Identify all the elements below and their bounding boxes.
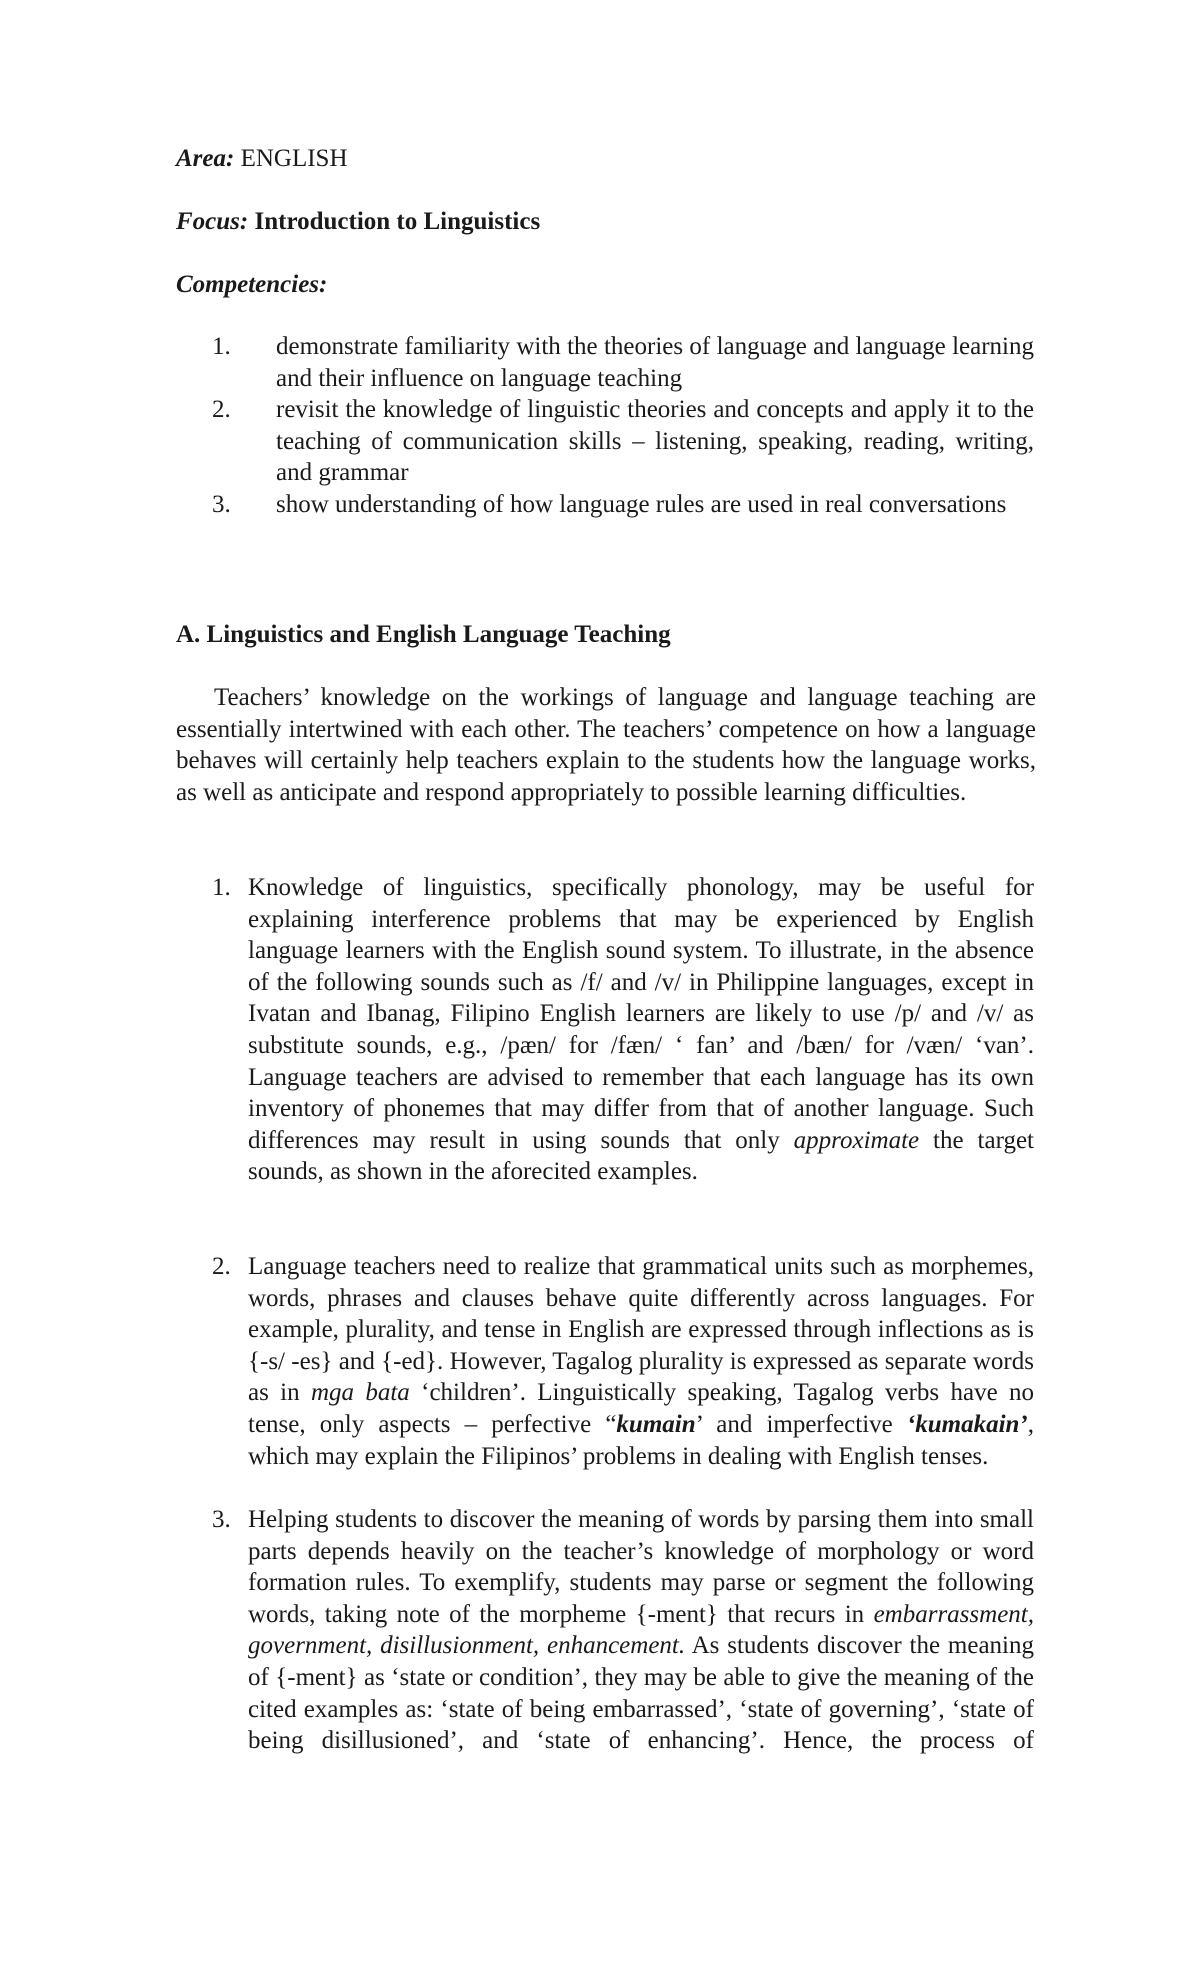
competency-number: 1. [212,333,231,360]
body-text-run: ‘children’. Linguistically speaking, Tagalog verbs have no tense, only aspects – perfective “ [248,1379,1034,1438]
emphasis-kumain: kumain [616,1410,696,1438]
section-heading: A. Linguistics and English Language Teaching [176,621,671,648]
competency-number: 2. [212,396,231,423]
area-line [176,143,1036,174]
focus-value: Introduction to Linguistics [254,208,541,235]
body-text-run: ’ and imperfective [695,1410,907,1438]
intro-paragraph: Teachers’ knowledge on the workings of language and language teaching are essentially intertwined with each other. The teachers’ competence on how a language behaves will certainly help teachers explain to the students how the language works, as well as anticipate and respond appropriately to possible learning difficulties. [176,684,1036,806]
body-item-number: 1. [212,874,231,901]
body-item-number: 2. [212,1253,231,1280]
focus-label: Focus: [176,208,249,235]
competency-text: revisit the knowledge of linguistic theories and concepts and apply it to the teaching of communication skills – listening, speaking, reading, writing, and grammar [276,396,1034,487]
body-text-run: Language teachers need to realize that grammatical units such as morphemes, words, phrases and clauses behave quite differently across languages. For example, plurality, and tense in English are expressed through inflections as is {-s/ -es} and {-ed}. However, Tagalog plurality is expressed as separate words as in [248,1253,1034,1407]
competency-number: 3. [212,491,231,518]
emphasis-mga-bata: mga bata [310,1379,410,1407]
area-value: ENGLISH [240,145,348,172]
competency-text: show understanding of how language rules are used in real conversations [276,491,1007,518]
focus-line [176,206,1036,237]
body-text-run: the target sounds, as shown in the aforecited examples. [248,1126,1034,1186]
body-text-run: Knowledge of linguistics, specifically phonology, may be useful for explaining interference problems that may be experienced by English language learners with the English sound system. To illustrate, in the absence of the following sounds such as /f/ and /v/ in Philippine languages, except in Ivatan and Ibanag, Filipino English learners are likely to use /p/ and /v/ as substitute sounds, e.g., /pæn/ for /fæn/ ‘ fan’ and /bæn/ for /væn/ ‘van’. Language teachers are advised to remember that each language has its own inventory of phonemes that may differ from that of another language. Such differences may result in using sounds that only [248,874,1034,1154]
body-item-text [248,872,1034,1188]
body-item-number: 3. [212,1506,231,1533]
body-text-run: As students discover the meaning of {-ment} as ‘state or condition’, they may be able to give the meaning of the cited examples as: ‘state of being embarrassed’, ‘state of governing’, ‘state of being disillusioned’, and ‘state of enhancing’. Hence, the process of [248,1632,1035,1755]
competencies-label: Competencies: [176,271,328,298]
body-item-text [248,1251,1034,1472]
emphasis-ment-examples: embarrassment, government, disillusionment, enhancement. [248,1600,1034,1660]
area-label: Area: [176,145,235,172]
competency-text: demonstrate familiarity with the theories of language and language learning and their influence on language teaching [276,333,1034,392]
body-text-run: Helping students to discover the meaning of words by parsing them into small parts depends heavily on the teacher’s knowledge of morphology or word formation rules. To exemplify, students may parse or segment the following words, taking note of the morpheme {-ment} that recurs in [248,1506,1034,1628]
body-text-run: , which may explain the Filipinos’ problems in dealing with English tenses. [248,1410,1034,1470]
emphasis-kumakain: ‘kumakain’ [906,1410,1028,1438]
emphasis-approximate: approximate [793,1126,920,1154]
competencies-label-line [176,269,1036,300]
body-item-text [248,1504,1034,1757]
